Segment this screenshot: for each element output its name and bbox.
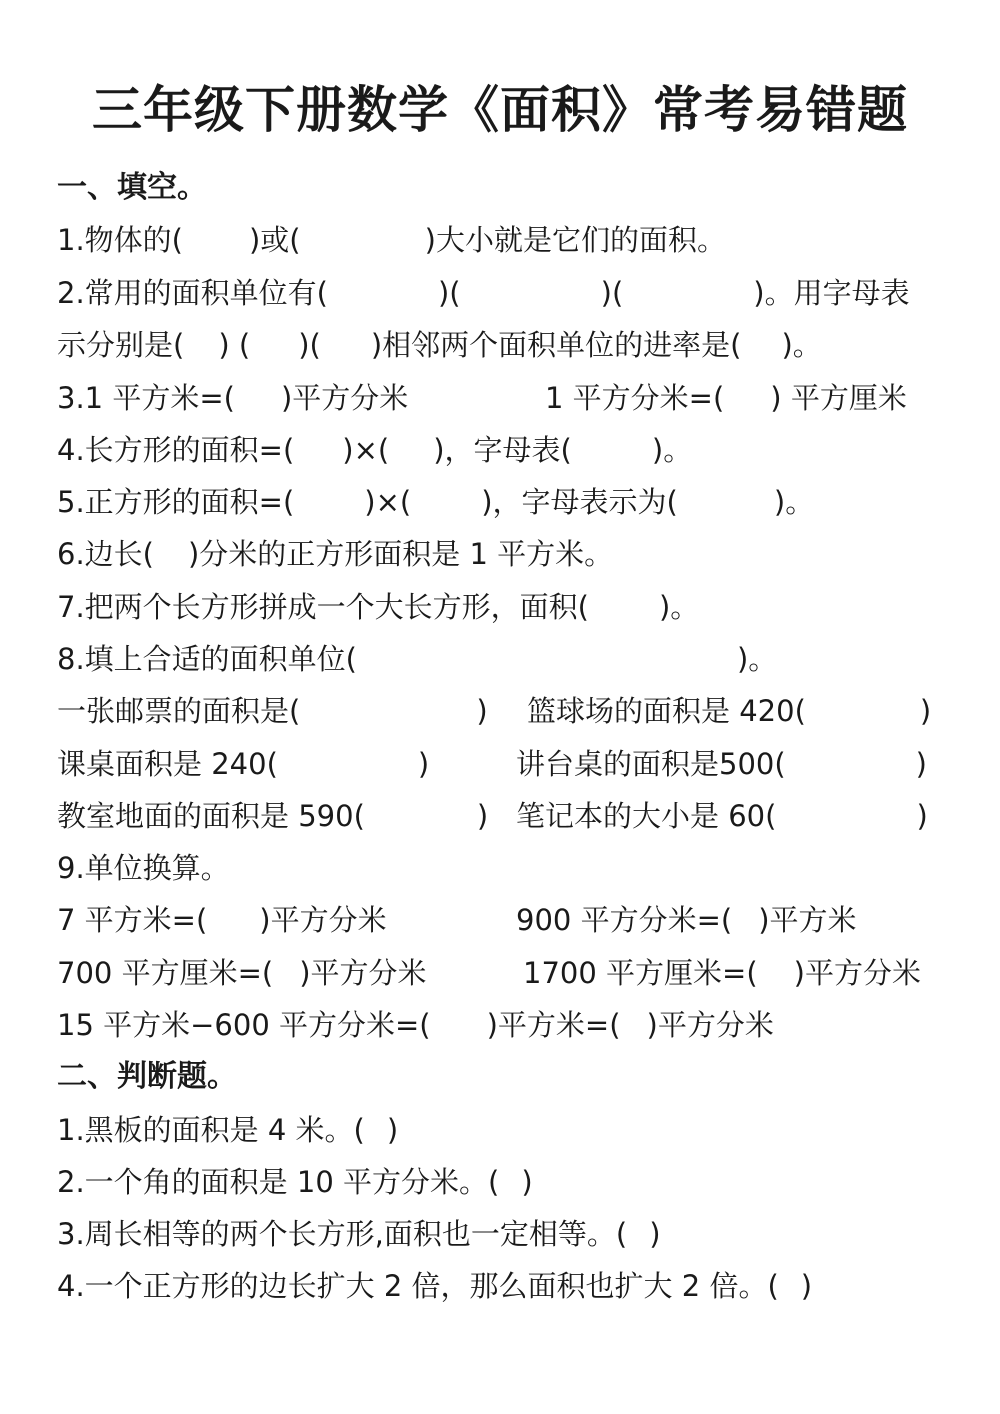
question-8-row-1: 一张邮票的面积是( ) 篮球场的面积是 420( ) [57,694,932,728]
question-9-row-2: 700 平方厘米=( )平方分米 1700 平方厘米=( )平方分米 [57,956,921,990]
question-6: 6.边长( )分米的正方形面积是 1 平方米。 [57,537,614,571]
judgement-3: 3.周长相等的两个长方形,面积也一定相等。( ) [57,1217,661,1251]
question-9-row-1: 7 平方米=( )平方分米 900 平方分米=( )平方米 [57,903,857,937]
question-2-line-2: 示分别是( ) ( )( )相邻两个面积单位的进率是( )。 [57,328,822,362]
question-9: 9.单位换算。 [57,851,230,885]
section-heading-fill-blank: 一、填空。 [57,170,207,205]
question-2-line-1: 2.常用的面积单位有( )( )( )。用字母表 [57,276,910,310]
question-8-row-3: 教室地面的面积是 590( ) 笔记本的大小是 60( ) [57,799,928,833]
question-1: 1.物体的( )或( )大小就是它们的面积。 [57,223,726,257]
question-7: 7.把两个长方形拼成一个大长方形，面积( )。 [57,590,700,624]
section-heading-true-false: 二、判断题。 [57,1059,237,1094]
question-5: 5.正方形的面积=( )×( )，字母表示为( )。 [57,485,815,519]
judgement-2: 2.一个角的面积是 10 平方分米。( ) [57,1165,533,1199]
question-4: 4.长方形的面积=( )×( )，字母表( )。 [57,433,693,467]
page-title: 三年级下册数学《面积》常考易错题 [92,81,908,139]
question-8: 8.填上合适的面积单位( )。 [57,642,778,676]
question-3: 3.1 平方米=( )平方分米 1 平方分米=( ) 平方厘米 [57,381,907,415]
judgement-4: 4.一个正方形的边长扩大 2 倍，那么面积也扩大 2 倍。( ) [57,1269,813,1303]
question-9-row-3: 15 平方米−600 平方分米=( )平方米=( )平方分米 [57,1008,774,1042]
judgement-1: 1.黑板的面积是 4 米。( ) [57,1113,399,1147]
question-8-row-2: 课桌面积是 240( ) 讲台桌的面积是500( ) [57,747,927,781]
